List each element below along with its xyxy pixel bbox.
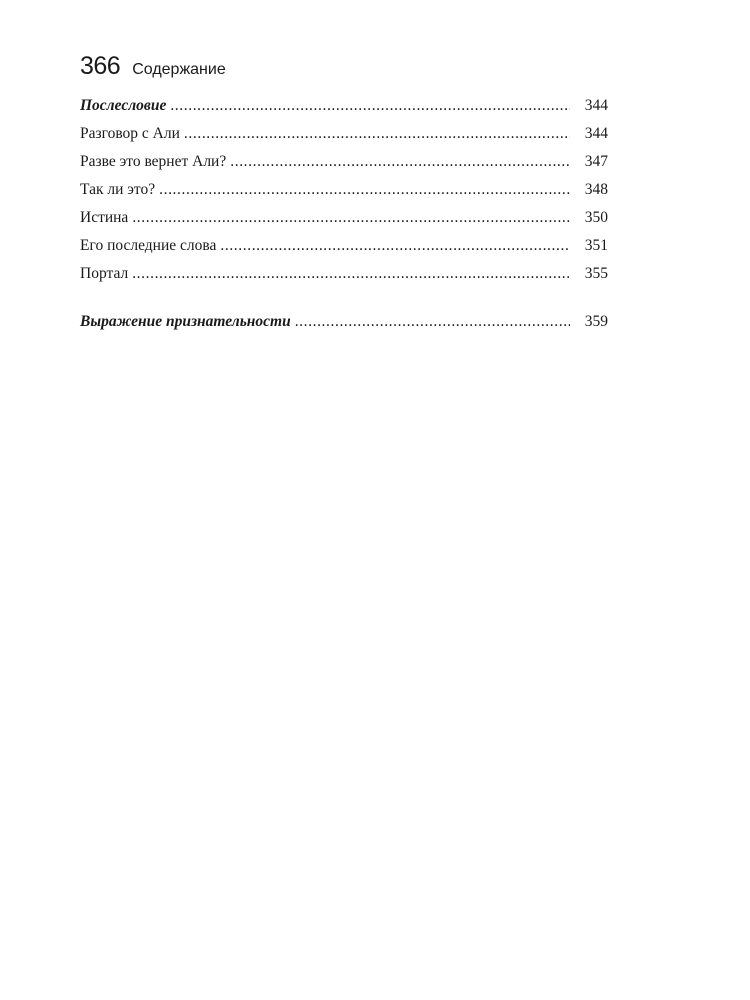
- toc-entry[interactable]: [80, 176, 608, 204]
- dot-leader: [295, 308, 570, 336]
- toc-entry[interactable]: [80, 232, 608, 260]
- running-title: Содержание: [132, 61, 226, 78]
- toc-entry-title: Выражение признательности: [80, 313, 291, 330]
- toc-entry-title: Так ли это?: [80, 181, 156, 198]
- toc-entry-title: Разве это вернет Али?: [80, 153, 227, 170]
- toc-entry-page: 355: [584, 265, 608, 282]
- toc-entry-page: 351: [584, 237, 608, 254]
- toc-entry-part[interactable]: [80, 308, 608, 336]
- dot-leader: [159, 176, 570, 204]
- dot-leader: [132, 204, 570, 232]
- dot-leader: [220, 232, 570, 260]
- toc-entry[interactable]: [80, 260, 608, 288]
- toc-entry-title: Истина: [80, 209, 129, 226]
- table-of-contents: [80, 92, 608, 336]
- toc-entry-page: 347: [584, 153, 608, 170]
- toc-entry-title: Послесловие: [80, 97, 167, 114]
- dot-leader: [170, 92, 570, 120]
- dot-leader: [184, 120, 570, 148]
- toc-entry-title: Разговор с Али: [80, 125, 180, 142]
- page-number: 366: [80, 52, 121, 80]
- toc-entry-page: 348: [584, 181, 608, 198]
- toc-entry-page: 344: [584, 125, 608, 142]
- dot-leader: [132, 260, 570, 288]
- toc-entry[interactable]: [80, 120, 608, 148]
- toc-entry-page: 344: [584, 97, 608, 114]
- toc-entry[interactable]: [80, 148, 608, 176]
- toc-entry-title: Портал: [80, 265, 129, 282]
- dot-leader: [230, 148, 570, 176]
- toc-entry-part[interactable]: [80, 92, 608, 120]
- page-header: [80, 52, 226, 81]
- toc-entry-title: Его последние слова: [80, 237, 217, 254]
- toc-entry[interactable]: [80, 204, 608, 232]
- toc-entry-page: 359: [584, 313, 608, 330]
- toc-entry-page: 350: [584, 209, 608, 226]
